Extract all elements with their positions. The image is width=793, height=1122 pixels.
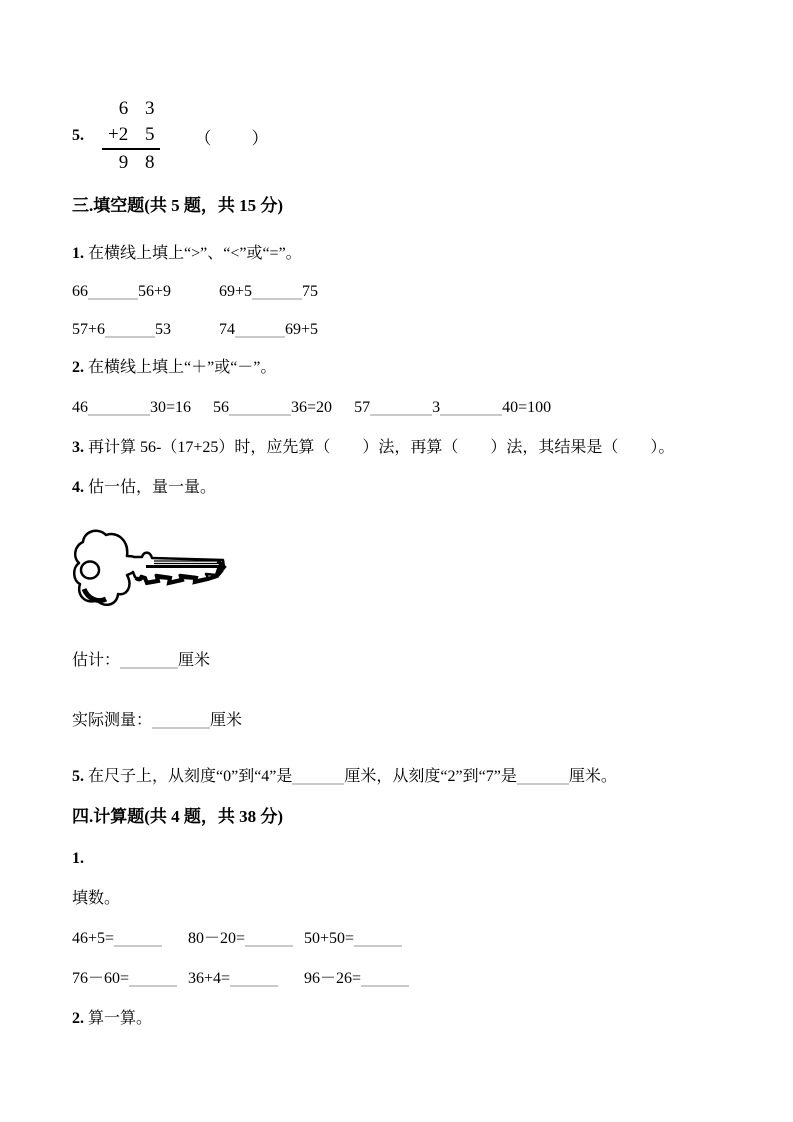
question-number: 2. (72, 359, 84, 376)
blank-underline (235, 322, 285, 338)
sign-fill-row (72, 398, 737, 418)
calc-subtitle-text: 填数。 (72, 890, 121, 907)
blank-underline (252, 284, 302, 300)
addition-sum: 9 8 (118, 152, 155, 173)
fill-q2-text: 在横线上填上“＋”或“－”。 (88, 359, 277, 376)
addition-top-addend: 6 3 (118, 98, 155, 119)
expression: 36+4= (188, 970, 231, 987)
blank-underline (440, 400, 502, 416)
expression: 80－20= (188, 930, 246, 947)
sign-problem (72, 398, 191, 418)
blank-underline (230, 971, 278, 987)
sign-problem (354, 399, 551, 416)
question-number: 1. (72, 850, 84, 867)
estimate-label: 估计： (72, 652, 121, 669)
blank-underline (361, 971, 409, 987)
measure-line (72, 711, 737, 731)
question-number: 5. (72, 127, 84, 144)
judgement-item (72, 96, 737, 176)
calc-problem (188, 929, 300, 949)
blank-underline (88, 400, 150, 416)
expression: 96－26= (304, 970, 362, 987)
key-illustration-wrapper (72, 528, 737, 615)
blank-underline (370, 400, 432, 416)
compare-problem (219, 321, 318, 338)
compare-right: 53 (155, 321, 172, 338)
compare-row-2 (72, 320, 737, 340)
calc-problem (72, 929, 184, 949)
vertical-addition (102, 96, 160, 176)
question-number: 3. (72, 439, 84, 456)
key-illustration (72, 528, 232, 610)
expression: 76－60= (72, 970, 130, 987)
blank-underline (245, 931, 293, 947)
fill-q3-text: 再计算 56-（17+25）时，应先算（ ）法，再算（ ）法，其结果是（ ）。 (88, 439, 675, 456)
question-number: 4. (72, 479, 84, 496)
operand: 3 (432, 399, 441, 416)
fill-q1 (72, 244, 737, 264)
fill-q5 (72, 767, 737, 787)
calc-problem (304, 970, 409, 987)
blank-underline (229, 400, 291, 416)
compare-problem (219, 283, 318, 300)
fill-q2 (72, 358, 737, 378)
compare-problem (72, 282, 215, 302)
blank-underline (129, 971, 177, 987)
addition-bottom-addend: +2 5 (102, 122, 160, 150)
blank-underline (120, 653, 178, 669)
unit-label: 厘米 (178, 652, 211, 669)
operand: 40=100 (502, 399, 552, 416)
blank-underline (152, 713, 210, 729)
question-number: 2. (72, 1010, 84, 1027)
calc-q1-number (72, 849, 737, 869)
operand: 46 (72, 399, 88, 416)
calc-row-1 (72, 929, 737, 949)
compare-left: 74 (219, 321, 235, 338)
compare-left: 57+6 (72, 321, 106, 338)
fill-q4 (72, 478, 737, 498)
compare-row-1 (72, 282, 737, 302)
section-fill-heading: 三.填空题(共 5 题，共 15 分) (72, 196, 284, 215)
expression: 46+5= (72, 930, 115, 947)
estimate-line (72, 651, 737, 671)
compare-right: 56+9 (138, 283, 172, 300)
blank-underline (88, 284, 138, 300)
unit-label: 厘米 (210, 712, 243, 729)
calc-row-2 (72, 969, 737, 989)
operand: 36=20 (291, 399, 333, 416)
fill-q1-text: 在横线上填上“>”、“<”或“=”。 (88, 245, 302, 262)
calc-problem (72, 969, 184, 989)
compare-left: 69+5 (219, 283, 253, 300)
calc-problem (304, 930, 402, 947)
compare-left: 66 (72, 283, 88, 300)
sign-problem (213, 398, 332, 418)
expression: 50+50= (304, 930, 355, 947)
fill-q5-pre: 在尺子上，从刻度“0”到“4”是 (88, 768, 293, 785)
operand: 57 (354, 399, 371, 416)
compare-right: 75 (302, 283, 319, 300)
operand: 30=16 (150, 399, 192, 416)
question-number: 5. (72, 768, 84, 785)
key-hole (81, 562, 99, 579)
measure-label: 实际测量： (72, 712, 153, 729)
blank-underline (114, 931, 162, 947)
calc-q2 (72, 1009, 737, 1029)
blank-underline (105, 322, 155, 338)
question-number: 1. (72, 245, 84, 262)
calc-problem (188, 969, 300, 989)
blank-underline (292, 769, 344, 785)
compare-right: 69+5 (285, 321, 319, 338)
compare-problem (72, 320, 215, 340)
calc-q2-text: 算一算。 (88, 1010, 153, 1027)
fill-q3 (72, 438, 737, 458)
fill-q4-text: 估一估，量一量。 (88, 479, 217, 496)
fill-q5-mid: 厘米，从刻度“2”到“7”是 (344, 768, 517, 785)
operand: 56 (213, 399, 230, 416)
blank-underline (354, 931, 402, 947)
fill-q5-end: 厘米。 (568, 768, 617, 785)
blank-underline (517, 769, 569, 785)
section-calc-heading: 四.计算题(共 4 题，共 38 分) (72, 807, 284, 826)
answer-parentheses: （ ） (194, 128, 271, 148)
calc-q1-subtitle (72, 889, 737, 909)
